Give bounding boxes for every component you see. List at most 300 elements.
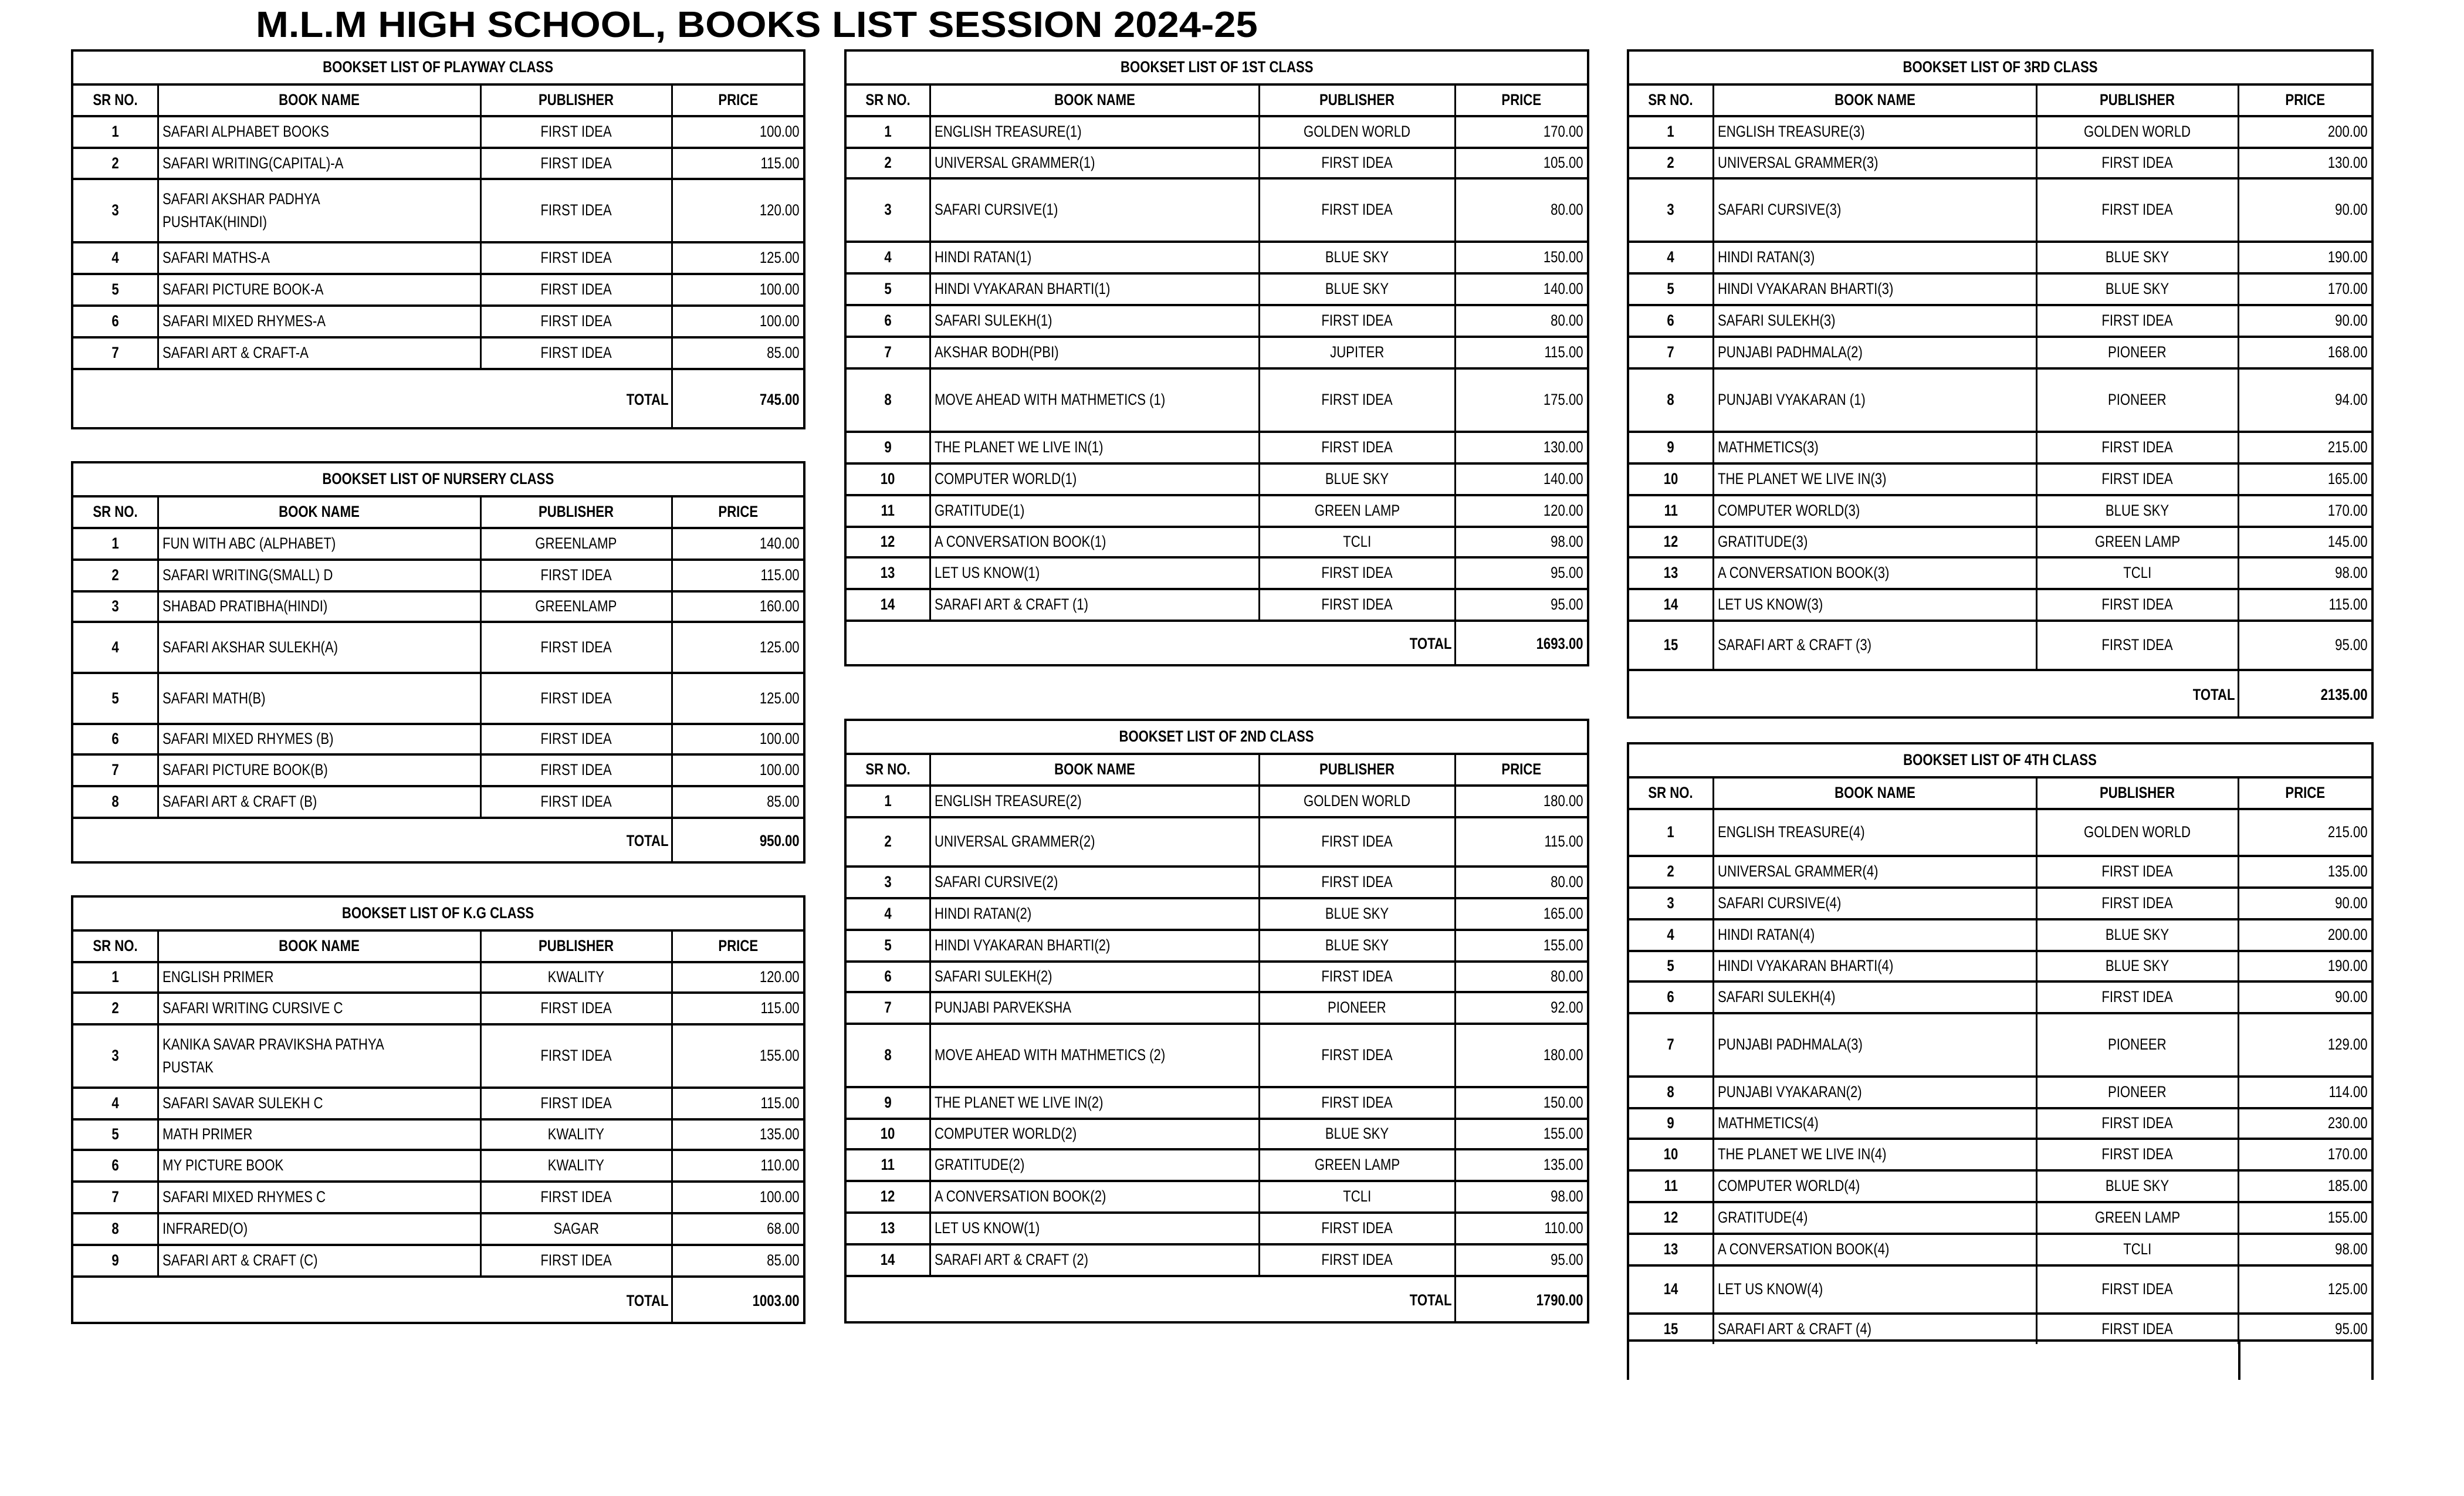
- table-row: [1629, 304, 2371, 336]
- price-cell-text: 130.00: [2328, 154, 2368, 172]
- column-header-book-name: [929, 755, 1258, 784]
- price-cell: [2238, 528, 2371, 556]
- price-cell: [671, 117, 803, 147]
- column-divider: [2371, 1342, 2374, 1380]
- table-row: [73, 178, 803, 241]
- sr-no-cell: [1629, 983, 1712, 1012]
- publisher-cell: [2036, 1267, 2238, 1312]
- total-value: [671, 1278, 803, 1324]
- column-header-publisher: [480, 932, 671, 961]
- sr-no-cell: [73, 593, 157, 621]
- sr-no-cell: [1629, 433, 1712, 462]
- publisher-cell-text: FIRST IDEA: [1321, 438, 1393, 456]
- price-cell-text: 98.00: [1551, 1187, 1583, 1206]
- publisher-cell: [480, 339, 671, 368]
- sr-no-cell: [1629, 1235, 1712, 1264]
- price-cell-text: 85.00: [767, 344, 800, 362]
- sr-no-cell-text: 10: [880, 1125, 895, 1143]
- column-header-price-text: PRICE: [1501, 91, 1542, 109]
- price-cell: [2238, 149, 2371, 177]
- sr-no-cell: [847, 1120, 929, 1148]
- price-cell: [2238, 117, 2371, 147]
- price-cell: [671, 623, 803, 672]
- sr-no-cell: [73, 561, 157, 590]
- table-row: [1629, 950, 2371, 980]
- publisher-cell-text: FIRST IDEA: [2101, 1145, 2173, 1163]
- sr-no-cell-text: 1: [1667, 823, 1674, 841]
- price-cell-text: 175.00: [1544, 391, 1583, 409]
- price-cell: [671, 1025, 803, 1087]
- book-name-cell: [929, 963, 1258, 991]
- total-label: [847, 622, 1454, 666]
- publisher-cell-text: FIRST IDEA: [1321, 1219, 1393, 1237]
- publisher-cell: [480, 994, 671, 1023]
- sr-no-cell: [847, 149, 929, 177]
- sr-no-cell-text: 5: [111, 1125, 119, 1143]
- publisher-cell-text: FIRST IDEA: [2101, 636, 2173, 654]
- table-row: [847, 462, 1587, 494]
- column-header-sr-no: [73, 497, 157, 527]
- publisher-cell: [1258, 496, 1454, 526]
- sr-no-cell: [1629, 920, 1712, 950]
- price-cell: [1454, 868, 1587, 897]
- book-name-cell-text: GRATITUDE(4): [1717, 1209, 1808, 1227]
- sr-no-cell-text: 6: [111, 730, 119, 748]
- column-header-price-text: PRICE: [718, 503, 758, 521]
- table-row: [1629, 556, 2371, 588]
- book-name-cell: [1712, 1172, 2036, 1201]
- table-row: [73, 1244, 803, 1275]
- publisher-cell-text: KWALITY: [548, 1156, 605, 1175]
- book-name-cell-text: SAFARI ART & CRAFT-A: [162, 344, 309, 362]
- publisher-cell-text: TCLI: [1343, 1187, 1372, 1206]
- table-row: [73, 1087, 803, 1118]
- price-cell-text: 130.00: [1544, 438, 1583, 456]
- sr-no-cell: [73, 180, 157, 241]
- publisher-cell: [1258, 1025, 1454, 1086]
- publisher-cell-text: FIRST IDEA: [2101, 201, 2173, 219]
- publisher-cell-text: FIRST IDEA: [540, 280, 612, 299]
- publisher-cell-text: FIRST IDEA: [540, 1094, 612, 1112]
- publisher-cell: [1258, 559, 1454, 588]
- sr-no-cell: [1629, 180, 1712, 241]
- sr-no-cell: [73, 756, 157, 785]
- publisher-cell: [480, 1025, 671, 1087]
- price-cell-text: 155.00: [760, 1047, 800, 1065]
- table-row: [847, 556, 1587, 588]
- sr-no-cell: [847, 559, 929, 588]
- book-name-cell: [157, 307, 480, 336]
- table-row: [847, 588, 1587, 620]
- table-row: [847, 526, 1587, 556]
- table-row: [847, 177, 1587, 241]
- publisher-cell: [2036, 1235, 2238, 1264]
- price-cell-text: 215.00: [2328, 438, 2368, 456]
- table-row: [1629, 918, 2371, 950]
- publisher-cell: [1258, 117, 1454, 147]
- publisher-cell: [2036, 1109, 2238, 1138]
- booklist-table-kg: [71, 895, 805, 1324]
- sr-no-cell: [847, 496, 929, 526]
- price-cell-text: 200.00: [2328, 123, 2368, 141]
- book-name-cell-text: SAFARI AKSHAR PADHYA PUSHTAK(HINDI): [162, 189, 319, 231]
- price-cell: [1454, 1025, 1587, 1086]
- book-name-cell-text: SAFARI PICTURE BOOK(B): [162, 761, 328, 779]
- table-header-row: [73, 83, 803, 115]
- publisher-cell-text: BLUE SKY: [1325, 280, 1389, 298]
- column-header-publisher-text: PUBLISHER: [539, 503, 614, 521]
- table-total-row: [847, 1275, 1587, 1324]
- sr-no-cell-text: 10: [1663, 1145, 1678, 1163]
- column-header-price-text: PRICE: [2285, 91, 2326, 109]
- publisher-cell-text: FIRST IDEA: [2101, 312, 2173, 330]
- column-header-sr-no-text: SR NO.: [865, 91, 911, 109]
- price-cell: [1454, 275, 1587, 304]
- publisher-cell: [480, 593, 671, 621]
- book-name-cell: [157, 1025, 480, 1087]
- book-name-cell-text: MATHMETICS(4): [1717, 1114, 1819, 1132]
- book-name-cell-text: A CONVERSATION BOOK(1): [934, 533, 1106, 551]
- price-cell-text: 145.00: [2328, 533, 2368, 551]
- sr-no-cell-text: 14: [1663, 1280, 1678, 1298]
- sr-no-cell-text: 14: [880, 595, 895, 614]
- price-cell-text: 155.00: [1544, 1125, 1583, 1143]
- column-header-sr-no-text: SR NO.: [93, 503, 138, 521]
- price-cell: [2238, 857, 2371, 886]
- column-divider: [1627, 1342, 1629, 1380]
- price-cell: [2238, 338, 2371, 367]
- sr-no-cell-text: 4: [884, 248, 892, 266]
- publisher-cell-text: BLUE SKY: [1325, 248, 1389, 266]
- sr-no-cell: [847, 1245, 929, 1275]
- book-name-cell: [1712, 1109, 2036, 1138]
- book-name-cell: [929, 496, 1258, 526]
- publisher-cell: [480, 1183, 671, 1212]
- sr-no-cell: [73, 339, 157, 368]
- publisher-cell-text: FIRST IDEA: [2101, 470, 2173, 488]
- book-name-cell-text: SAFARI ALPHABET BOOKS: [162, 123, 329, 141]
- book-name-cell: [1712, 952, 2036, 980]
- book-name-cell-text: THE PLANET WE LIVE IN(4): [1717, 1145, 1887, 1163]
- price-cell: [1454, 149, 1587, 177]
- table-row: [73, 559, 803, 590]
- book-name-cell: [1712, 465, 2036, 494]
- publisher-cell-text: TCLI: [1343, 533, 1372, 551]
- sr-no-cell: [1629, 857, 1712, 886]
- publisher-cell-text: FIRST IDEA: [1321, 154, 1393, 172]
- publisher-cell: [2036, 465, 2238, 494]
- publisher-cell: [2036, 1203, 2238, 1233]
- book-name-cell-text: ENGLISH TREASURE(3): [1717, 123, 1865, 141]
- book-name-cell-text: A CONVERSATION BOOK(3): [1717, 564, 1889, 582]
- sr-no-cell: [847, 993, 929, 1023]
- price-cell-text: 160.00: [760, 597, 800, 615]
- table-row: [73, 785, 803, 817]
- book-name-cell: [929, 590, 1258, 620]
- sr-no-cell: [73, 787, 157, 817]
- publisher-cell-text: FIRST IDEA: [2101, 595, 2173, 614]
- sr-no-cell: [1629, 810, 1712, 855]
- table-header-row: [73, 495, 803, 527]
- price-cell: [1454, 338, 1587, 367]
- publisher-cell-text: FIRST IDEA: [540, 566, 612, 584]
- column-header-price-text: PRICE: [2285, 784, 2326, 802]
- column-header-sr-no-text: SR NO.: [1648, 784, 1693, 802]
- book-name-cell-text: COMPUTER WORLD(4): [1717, 1177, 1860, 1195]
- price-cell: [671, 787, 803, 817]
- table-title: [847, 52, 1587, 83]
- column-header-sr-no-text: SR NO.: [93, 91, 138, 109]
- price-cell: [1454, 306, 1587, 336]
- publisher-cell: [2036, 370, 2238, 431]
- price-cell-text: 95.00: [2335, 636, 2368, 654]
- price-cell-text: 98.00: [2335, 564, 2368, 582]
- column-header-sr-no-text: SR NO.: [865, 760, 911, 779]
- publisher-cell-text: GREENLAMP: [535, 597, 617, 615]
- book-name-cell: [157, 339, 480, 368]
- booklist-table-class1: [844, 49, 1589, 666]
- sr-no-cell-text: 5: [884, 280, 892, 298]
- sr-no-cell: [1629, 1078, 1712, 1107]
- book-name-cell: [157, 275, 480, 304]
- total-value: [671, 819, 803, 864]
- book-name-cell: [157, 787, 480, 817]
- total-value-text: 1003.00: [752, 1291, 800, 1309]
- price-cell: [2238, 1140, 2371, 1169]
- book-name-cell: [157, 1121, 480, 1149]
- price-cell: [2238, 1203, 2371, 1233]
- column-header-price: [1454, 86, 1587, 115]
- price-cell-text: 115.00: [760, 566, 800, 584]
- sr-no-cell: [73, 963, 157, 991]
- price-cell: [671, 149, 803, 178]
- price-cell-text: 100.00: [760, 123, 800, 141]
- price-cell: [2238, 275, 2371, 304]
- column-header-price: [2238, 779, 2371, 808]
- book-name-cell: [157, 149, 480, 178]
- sr-no-cell-text: 2: [884, 832, 892, 851]
- sr-no-cell: [73, 1214, 157, 1244]
- book-name-cell-text: UNIVERSAL GRAMMER(4): [1717, 862, 1879, 881]
- book-name-cell: [1712, 496, 2036, 526]
- price-cell: [1454, 963, 1587, 991]
- price-cell-text: 115.00: [760, 154, 800, 172]
- publisher-cell: [2036, 496, 2238, 526]
- price-cell-text: 129.00: [2328, 1035, 2368, 1054]
- price-cell: [2238, 952, 2371, 980]
- table-title-text: BOOKSET LIST OF 1ST CLASS: [1120, 58, 1314, 76]
- sr-no-cell-text: 8: [1667, 391, 1674, 409]
- book-name-cell: [929, 1182, 1258, 1211]
- publisher-cell-text: PIONEER: [2108, 1035, 2167, 1054]
- book-name-cell: [929, 117, 1258, 147]
- price-cell-text: 68.00: [767, 1220, 800, 1238]
- book-name-cell: [157, 756, 480, 785]
- table-row: [1629, 1075, 2371, 1107]
- sr-no-cell-text: 11: [1664, 502, 1678, 520]
- column-header-publisher-text: PUBLISHER: [539, 937, 614, 955]
- book-name-cell-text: THE PLANET WE LIVE IN(1): [934, 438, 1104, 456]
- publisher-cell-text: FIRST IDEA: [2101, 862, 2173, 881]
- price-cell-text: 90.00: [2335, 894, 2368, 912]
- sr-no-cell-text: 11: [881, 1156, 895, 1174]
- publisher-cell-text: FIRST IDEA: [540, 730, 612, 748]
- book-name-cell: [157, 1183, 480, 1212]
- table-row: [73, 273, 803, 304]
- publisher-cell: [480, 756, 671, 785]
- price-cell-text: 90.00: [2335, 312, 2368, 330]
- publisher-cell: [1258, 1150, 1454, 1180]
- publisher-cell-text: FIRST IDEA: [2101, 438, 2173, 456]
- price-cell: [2238, 622, 2371, 669]
- price-cell: [2238, 920, 2371, 950]
- price-cell: [2238, 496, 2371, 526]
- publisher-cell-text: TCLI: [2123, 564, 2152, 582]
- book-name-cell-text: HINDI VYAKARAN BHARTI(3): [1717, 280, 1893, 298]
- sr-no-cell-text: 1: [111, 534, 119, 553]
- sr-no-cell-text: 8: [884, 391, 892, 409]
- table-row: [1629, 147, 2371, 177]
- book-name-cell-text: PUNJABI VYAKARAN(2): [1717, 1083, 1862, 1101]
- book-name-cell: [929, 899, 1258, 929]
- publisher-cell-text: FIRST IDEA: [2101, 1114, 2173, 1132]
- publisher-cell-text: FIRST IDEA: [540, 249, 612, 267]
- price-cell-text: 80.00: [1551, 967, 1583, 986]
- sr-no-cell: [847, 1214, 929, 1243]
- price-cell-text: 105.00: [1544, 154, 1583, 172]
- column-header-publisher: [480, 497, 671, 527]
- publisher-cell-text: BLUE SKY: [2106, 248, 2169, 266]
- price-cell-text: 140.00: [760, 534, 800, 553]
- table-title: [73, 52, 803, 83]
- publisher-cell: [2036, 622, 2238, 669]
- price-cell: [1454, 1150, 1587, 1180]
- publisher-cell: [2036, 857, 2238, 886]
- book-name-cell: [929, 306, 1258, 336]
- price-cell: [1454, 931, 1587, 960]
- book-name-cell-text: GRATITUDE(2): [934, 1156, 1024, 1174]
- publisher-cell-text: FIRST IDEA: [1321, 832, 1393, 851]
- column-header-book-name: [929, 86, 1258, 115]
- sr-no-cell: [1629, 1203, 1712, 1233]
- publisher-cell: [2036, 559, 2238, 588]
- sr-no-cell: [847, 338, 929, 367]
- publisher-cell: [1258, 1182, 1454, 1211]
- price-cell-text: 110.00: [1544, 1219, 1583, 1237]
- publisher-cell: [480, 275, 671, 304]
- total-label: [73, 370, 671, 429]
- book-name-cell-text: SAFARI CURSIVE(3): [1717, 201, 1841, 219]
- price-cell-text: 100.00: [760, 312, 800, 330]
- book-name-cell: [929, 149, 1258, 177]
- price-cell-text: 100.00: [760, 761, 800, 779]
- publisher-cell-text: GREEN LAMP: [2094, 1209, 2180, 1227]
- book-name-cell-text: COMPUTER WORLD(2): [934, 1125, 1077, 1143]
- price-cell-text: 165.00: [1544, 905, 1583, 923]
- table-title-text: BOOKSET LIST OF 2ND CLASS: [1119, 727, 1315, 746]
- book-name-cell: [1712, 117, 2036, 147]
- table-row: [73, 1180, 803, 1212]
- book-name-cell-text: LET US KNOW(1): [934, 1219, 1040, 1237]
- price-cell-text: 155.00: [1544, 936, 1583, 955]
- price-cell-text: 150.00: [1544, 1094, 1583, 1112]
- publisher-cell-text: GOLDEN WORLD: [2084, 123, 2191, 141]
- table-row: [847, 1118, 1587, 1148]
- price-cell: [671, 756, 803, 785]
- book-name-cell-text: ENGLISH TREASURE(2): [934, 792, 1082, 810]
- price-cell-text: 110.00: [760, 1156, 800, 1175]
- sr-no-cell: [1629, 149, 1712, 177]
- table-title-row: [73, 463, 803, 495]
- sr-no-cell-text: 10: [880, 470, 895, 488]
- sr-no-cell: [1629, 590, 1712, 620]
- publisher-cell-text: FIRST IDEA: [1321, 201, 1393, 219]
- book-name-cell-text: A CONVERSATION BOOK(4): [1717, 1240, 1889, 1258]
- price-cell: [671, 1214, 803, 1244]
- table-row: [1629, 980, 2371, 1012]
- column-header-publisher-text: PUBLISHER: [539, 91, 614, 109]
- sr-no-cell: [1629, 243, 1712, 272]
- column-header-book-name-text: BOOK NAME: [1054, 91, 1135, 109]
- book-name-cell: [157, 963, 480, 991]
- publisher-cell-text: KWALITY: [548, 1125, 605, 1143]
- book-name-cell-text: KANIKA SAVAR PRAVIKSHA PATHYA PUSTAK: [162, 1035, 384, 1076]
- column-header-publisher: [2036, 86, 2238, 115]
- publisher-cell: [1258, 338, 1454, 367]
- price-cell: [2238, 433, 2371, 462]
- table-title-row: [1629, 52, 2371, 83]
- publisher-cell-text: FIRST IDEA: [540, 154, 612, 172]
- publisher-cell: [2036, 1172, 2238, 1201]
- price-cell-text: 170.00: [2328, 280, 2368, 298]
- column-header-sr-no: [73, 932, 157, 961]
- sr-no-cell: [1629, 117, 1712, 147]
- table-title: [73, 898, 803, 929]
- booklist-table-nursery: [71, 461, 805, 864]
- book-name-cell-text: SAFARI PICTURE BOOK-A: [162, 280, 323, 299]
- price-cell-text: 115.00: [760, 1094, 800, 1112]
- publisher-cell-text: FIRST IDEA: [1321, 1094, 1393, 1112]
- book-name-cell: [157, 529, 480, 559]
- sr-no-cell: [1629, 338, 1712, 367]
- price-cell-text: 230.00: [2328, 1114, 2368, 1132]
- publisher-cell-text: FIRST IDEA: [1321, 873, 1393, 891]
- price-cell: [671, 339, 803, 368]
- book-name-cell: [929, 1214, 1258, 1243]
- table-title-text: BOOKSET LIST OF PLAYWAY CLASS: [323, 58, 554, 76]
- book-name-cell-text: SAFARI MATH(B): [162, 689, 266, 707]
- book-name-cell-text: ENGLISH TREASURE(4): [1717, 823, 1865, 841]
- book-name-cell: [1712, 559, 2036, 588]
- column-header-publisher: [2036, 779, 2238, 808]
- book-name-cell-text: LET US KNOW(3): [1717, 595, 1823, 614]
- book-name-cell: [1712, 1235, 2036, 1264]
- publisher-cell-text: GREEN LAMP: [2094, 533, 2180, 551]
- publisher-cell: [1258, 931, 1454, 960]
- sr-no-cell-text: 7: [884, 999, 892, 1017]
- book-name-cell-text: SARAFI ART & CRAFT (1): [934, 595, 1088, 614]
- sr-no-cell-text: 8: [1667, 1083, 1674, 1101]
- publisher-cell: [480, 243, 671, 273]
- table-row: [1629, 1312, 2371, 1344]
- publisher-cell-text: PIONEER: [2108, 1083, 2167, 1101]
- total-label: [847, 1277, 1454, 1324]
- sr-no-cell-text: 5: [111, 280, 119, 299]
- price-cell-text: 92.00: [1551, 999, 1583, 1017]
- table-row: [73, 336, 803, 368]
- book-name-cell: [929, 275, 1258, 304]
- price-cell-text: 180.00: [1544, 1046, 1583, 1064]
